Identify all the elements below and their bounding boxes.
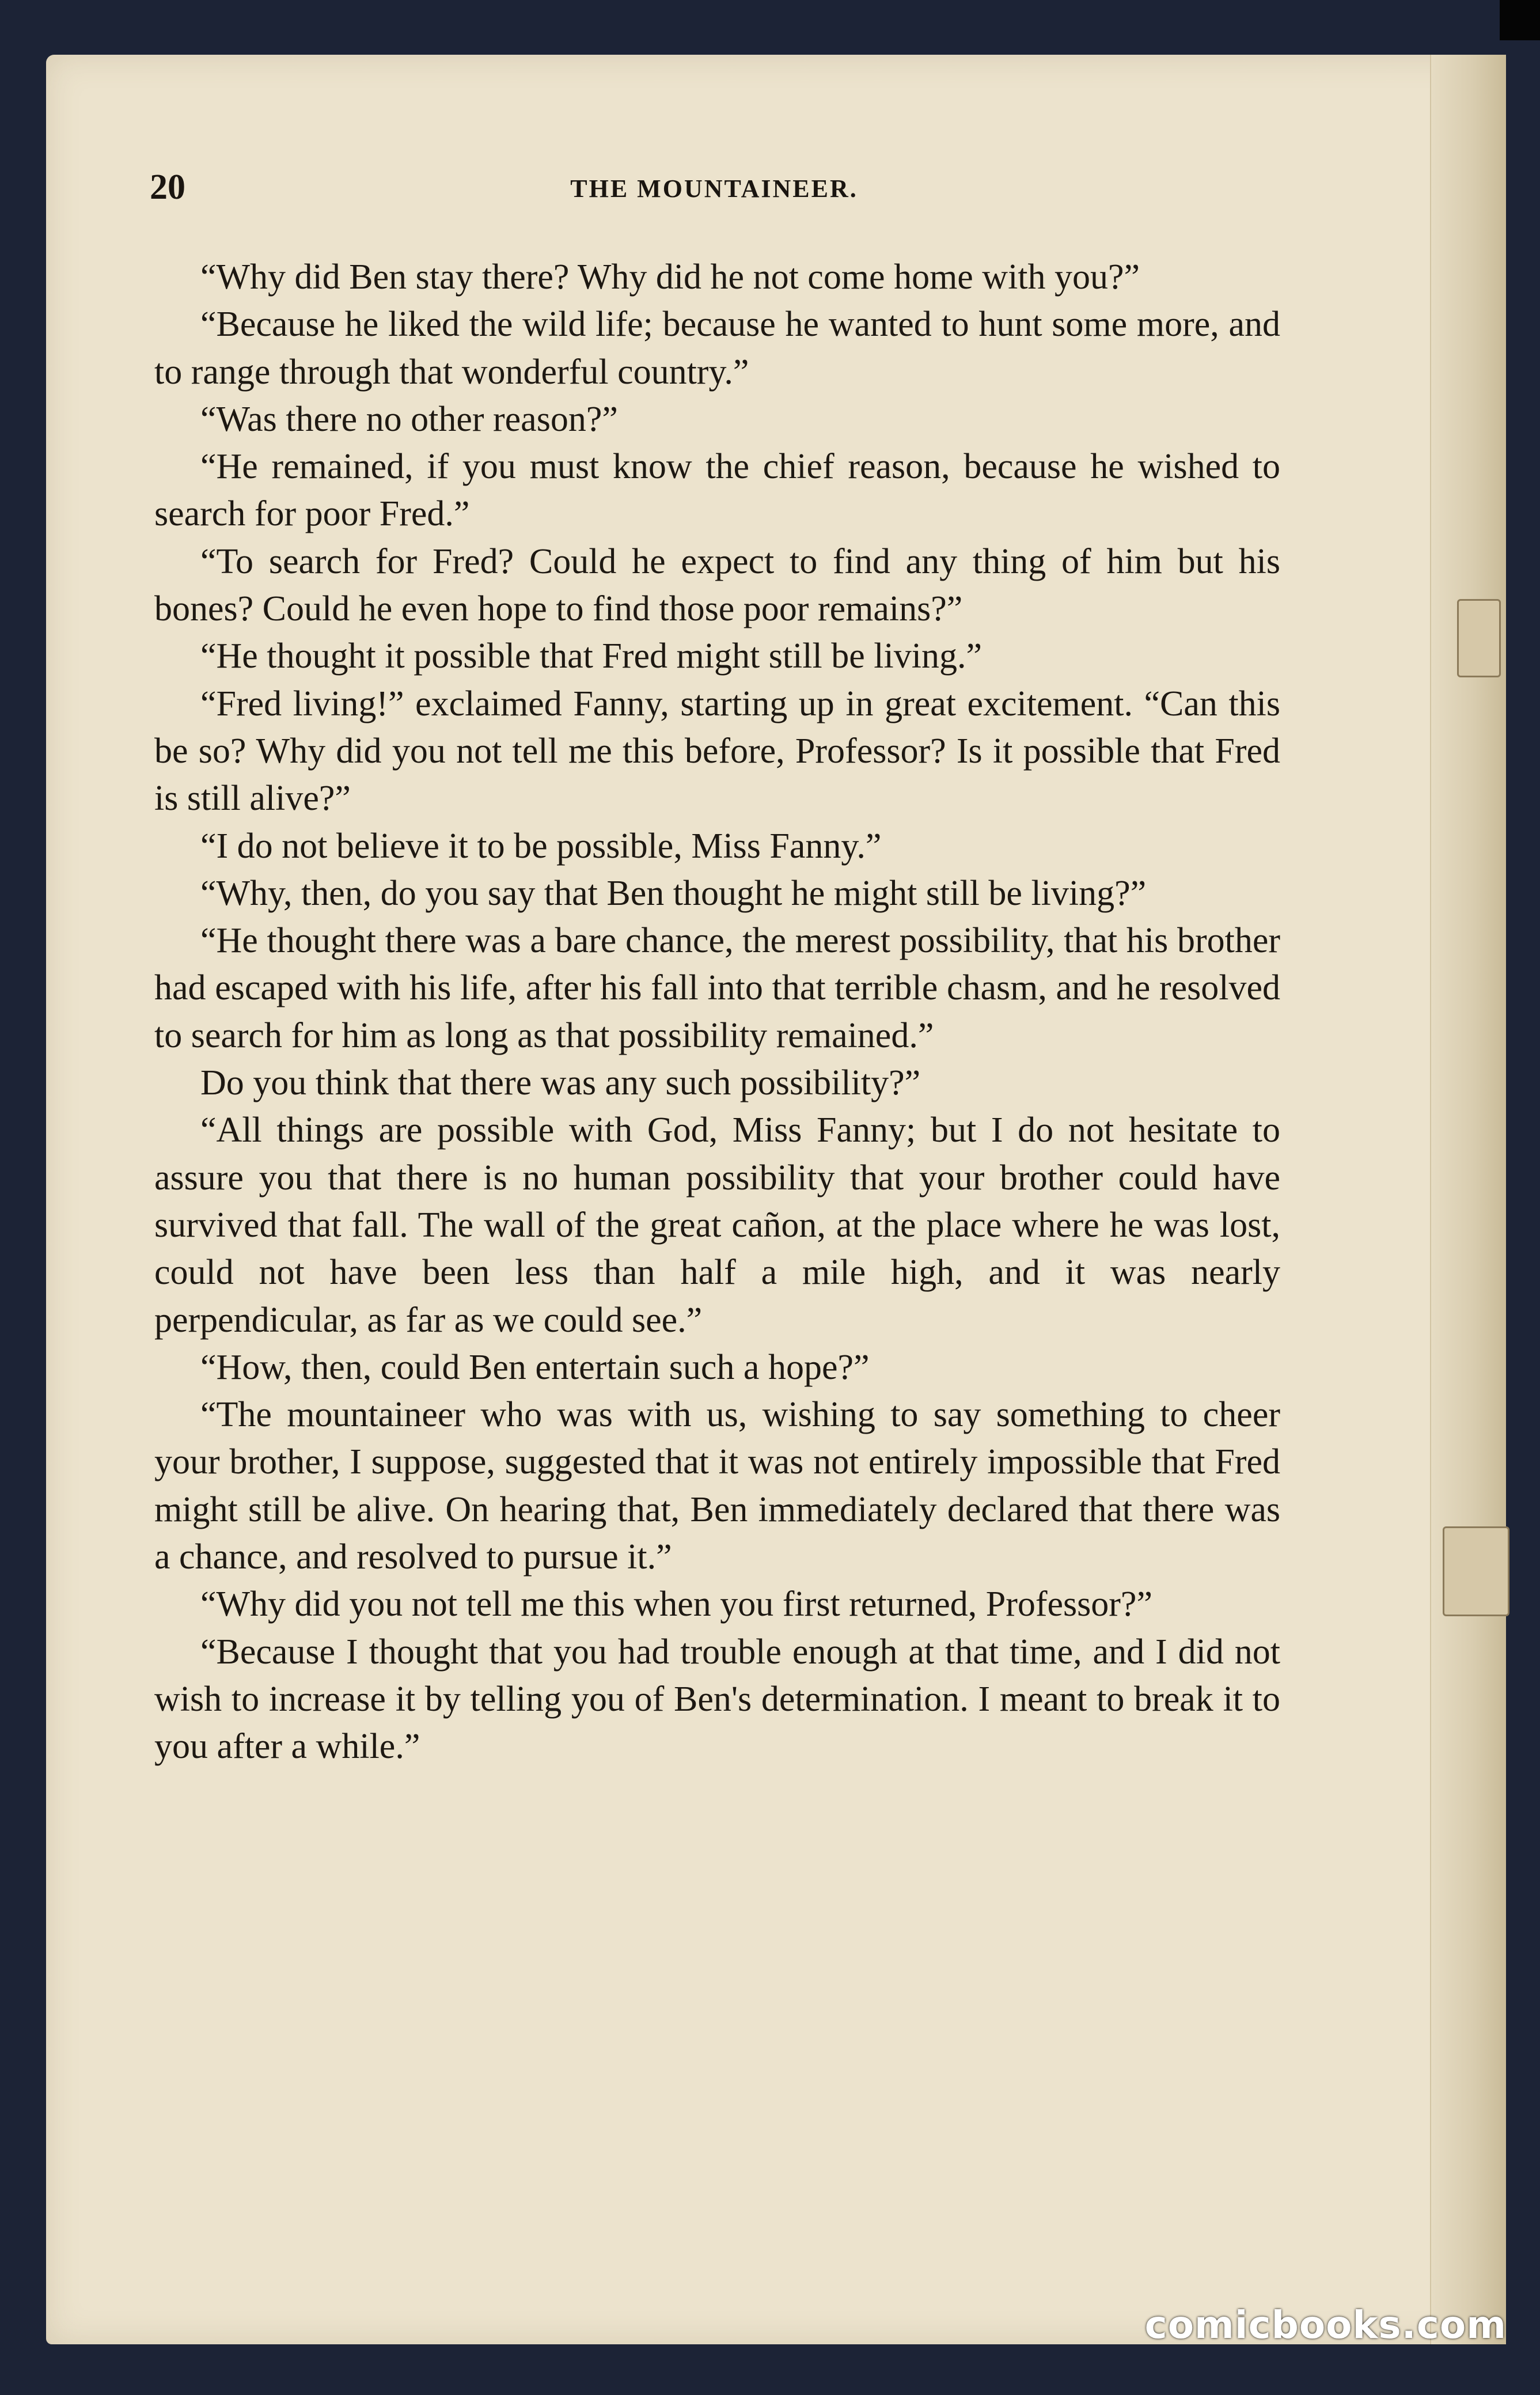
paragraph: “All things are possible with God, Miss Fanny; but I do not hesitate to assure you that there is no human possibility that your brother could have survived that fall. The wall of the great cañon, at the place where he was lost, could not have been less than half a mile high, and it was nearly perpendicular, as far as we could see.” xyxy=(154,1111,1280,1340)
paragraph: “He thought there was a bare chance, the merest possibility, that his brother had escaped with his life, after his fall into that terrible chasm, and he resolved to search for him as long as that possibility remained.” xyxy=(154,921,1280,1055)
paragraph: “To search for Fred? Could he expect to find any thing of him but his bones? Could he even hope to find those poor remains?” xyxy=(154,541,1280,629)
binding-tab xyxy=(1443,1526,1509,1616)
paragraph: “He remained, if you must know the chief reason, because he wished to search for poor Fred.” xyxy=(154,447,1280,534)
binding-tab xyxy=(1457,599,1501,677)
site-watermark: comicbooks.com xyxy=(1144,2303,1507,2347)
paragraph: “How, then, could Ben entertain such a hope?” xyxy=(200,1347,870,1387)
paragraph: Do you think that there was any such possibility?” xyxy=(200,1063,921,1103)
page-edge xyxy=(1430,55,1506,2344)
paragraph: “Because he liked the wild life; because he wanted to hunt some more, and to range through that wonderful country.” xyxy=(154,305,1280,392)
paragraph: “Why did Ben stay there? Why did he not come home with you?” xyxy=(200,257,1140,297)
paragraph: “Because I thought that you had trouble enough at that time, and I did not wish to increase it by telling you of Ben's determination. I meant to break it to you after a while.” xyxy=(154,1632,1280,1767)
spine-corner xyxy=(1500,0,1540,40)
paragraph: “Why, then, do you say that Ben thought he might still be living?” xyxy=(200,873,1147,913)
paragraph: “I do not believe it to be possible, Miss Fanny.” xyxy=(200,826,882,866)
running-head xyxy=(150,167,1279,213)
paragraph: “Why did you not tell me this when you first returned, Professor?” xyxy=(200,1585,1152,1624)
paragraph: “Fred living!” exclaimed Fanny, starting up in great excitement. “Can this be so? Why did you not tell me this before, Professor? Is it possible that Fred is still alive?” xyxy=(154,684,1280,818)
paragraph: “The mountaineer who was with us, wishing to say something to cheer your brother, I suppose, suggested that it was not entirely impossible that Fred might still be alive. On hearing that, Ben immediately declared that there was a chance, and resolved to pursue it.” xyxy=(154,1395,1280,1577)
running-title: THE MOUNTAINEER. xyxy=(570,175,858,203)
paragraph: “He thought it possible that Fred might still be living.” xyxy=(200,636,982,676)
paragraph: “Was there no other reason?” xyxy=(200,399,618,439)
body-text xyxy=(154,253,1280,1771)
page-number: 20 xyxy=(150,168,185,207)
